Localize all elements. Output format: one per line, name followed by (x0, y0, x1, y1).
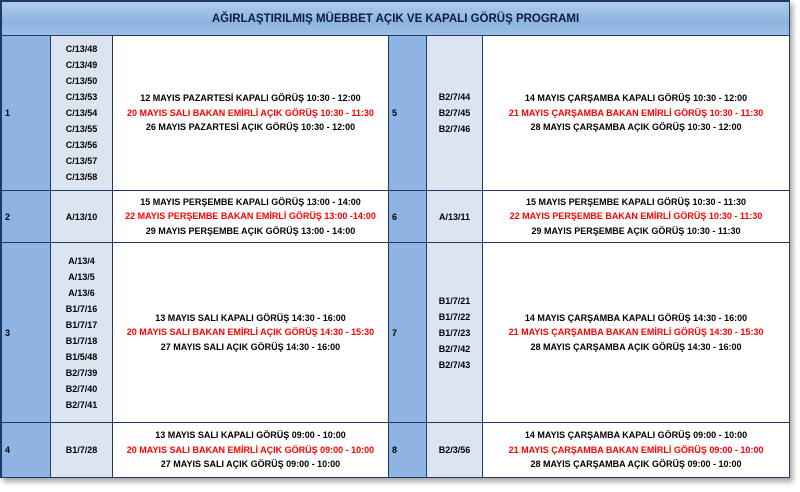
table-row (2, 243, 790, 423)
group-number: 4 (2, 423, 51, 478)
schedule-cell (113, 423, 389, 478)
ward-code: B1/5/48 (65, 351, 98, 362)
open-visit-line: 27 MAYIS SALI AÇIK GÖRÜŞ 09:00 - 10:00 (160, 459, 341, 470)
closed-visit-line: 14 MAYIS ÇARŞAMBA KAPALI GÖRÜŞ 10:30 - 12:00 (524, 93, 748, 104)
minister-ordered-visit-line: 22 MAYIS PERŞEMBE BAKAN EMİRLİ GÖRÜŞ 13:00 -14:00 (125, 211, 376, 222)
ward-code: B1/7/23 (438, 327, 471, 338)
open-visit-line: 28 MAYIS ÇARŞAMBA AÇIK GÖRÜŞ 14:30 - 16:00 (530, 341, 742, 352)
closed-visit-line: 15 MAYIS PERŞEMBE KAPALI GÖRÜŞ 10:30 - 11:30 (525, 196, 747, 207)
ward-code: C/13/48 (65, 44, 98, 54)
ward-code: C/13/54 (65, 108, 98, 118)
group-number: 7 (389, 243, 427, 423)
ward-code: A/13/6 (68, 287, 95, 298)
schedule-cell (483, 243, 790, 423)
ward-code: C/13/57 (65, 156, 98, 166)
ward-codes (51, 191, 113, 243)
schedule-cell (113, 191, 389, 243)
schedule-cell (113, 243, 389, 423)
ward-code: B1/7/21 (438, 295, 471, 306)
ward-codes (51, 243, 113, 423)
ward-code: C/13/53 (65, 92, 98, 102)
ward-codes (51, 423, 113, 478)
ward-code: A/13/4 (68, 255, 95, 266)
closed-visit-line: 12 MAYIS PAZARTESİ KAPALI GÖRÜŞ 10:30 - 12:00 (140, 93, 361, 104)
schedule-cell (483, 423, 790, 478)
ward-code: B1/7/17 (65, 319, 98, 330)
ward-codes (427, 243, 483, 423)
open-visit-line: 29 MAYIS PERŞEMBE AÇIK GÖRÜŞ 10:30 - 11:30 (531, 225, 741, 236)
table-row (2, 423, 790, 478)
minister-ordered-visit-line: 22 MAYIS PERŞEMBE BAKAN EMİRLİ GÖRÜŞ 10:30 - 11:30 (509, 211, 763, 222)
ward-code: B1/7/16 (65, 303, 98, 314)
closed-visit-line: 13 MAYIS SALI KAPALI GÖRÜŞ 09:00 - 10:00 (155, 430, 346, 441)
open-visit-line: 27 MAYIS SALI AÇIK GÖRÜŞ 14:30 - 16:00 (160, 341, 341, 352)
open-visit-line: 26 MAYIS PAZARTESİ AÇIK GÖRÜŞ 10:30 - 12:00 (145, 122, 356, 133)
ward-code: B2/7/44 (438, 92, 471, 102)
ward-code: B1/7/28 (65, 445, 98, 455)
minister-ordered-visit-line: 21 MAYIS ÇARŞAMBA BAKAN EMİRLİ GÖRÜŞ 10:30 - 11:30 (508, 107, 764, 118)
open-visit-line: 28 MAYIS ÇARŞAMBA AÇIK GÖRÜŞ 09:00 - 10:00 (530, 459, 742, 470)
ward-code: A/13/5 (68, 271, 95, 282)
minister-ordered-visit-line: 21 MAYIS ÇARŞAMBA BAKAN EMİRLİ GÖRÜŞ 14:30 - 15:30 (508, 327, 764, 338)
minister-ordered-visit-line: 20 MAYIS SALI BAKAN EMİRLİ AÇIK GÖRÜŞ 14:30 - 15:30 (126, 327, 375, 338)
ward-code: B2/7/43 (438, 359, 471, 370)
group-number: 6 (389, 191, 427, 243)
ward-code: B1/7/18 (65, 335, 98, 346)
schedule-cell (483, 191, 790, 243)
ward-code: C/13/55 (65, 124, 98, 134)
page-title: AĞIRLAŞTIRILMIŞ MÜEBBET AÇIK VE KAPALI GÖRÜŞ PROGRAMI (2, 2, 790, 36)
ward-code: C/13/56 (65, 140, 98, 150)
table-row (2, 191, 790, 243)
schedule-cell (483, 36, 790, 191)
ward-code: B2/7/42 (438, 343, 471, 354)
open-visit-line: 29 MAYIS PERŞEMBE AÇIK GÖRÜŞ 13:00 - 14:00 (145, 225, 356, 236)
group-number: 8 (389, 423, 427, 478)
title-row (2, 2, 790, 36)
ward-codes (51, 36, 113, 191)
closed-visit-line: 15 MAYIS PERŞEMBE KAPALI GÖRÜŞ 13:00 - 14:00 (140, 196, 361, 207)
closed-visit-line: 13 MAYIS SALI KAPALI GÖRÜŞ 14:30 - 16:00 (155, 312, 346, 323)
group-number: 3 (2, 243, 51, 423)
open-visit-line: 28 MAYIS ÇARŞAMBA AÇIK GÖRÜŞ 10:30 - 12:00 (530, 122, 742, 133)
closed-visit-line: 14 MAYIS ÇARŞAMBA KAPALI GÖRÜŞ 14:30 - 16:00 (524, 312, 748, 323)
ward-code: B1/7/22 (438, 311, 471, 322)
ward-code: A/13/11 (438, 211, 471, 222)
ward-code: B2/7/40 (65, 383, 98, 394)
group-number: 5 (389, 36, 427, 191)
schedule-cell (113, 36, 389, 191)
ward-code: A/13/10 (65, 211, 98, 222)
ward-code: B2/3/56 (438, 445, 471, 455)
ward-code: C/13/49 (65, 60, 98, 70)
ward-code: B2/7/46 (438, 124, 471, 134)
ward-code: B2/7/41 (65, 399, 98, 410)
ward-codes (427, 191, 483, 243)
ward-code: C/13/58 (65, 172, 98, 182)
ward-code: C/13/50 (65, 76, 98, 86)
minister-ordered-visit-line: 20 MAYIS SALI BAKAN EMİRLİ AÇIK GÖRÜŞ 09:00 - 10:00 (126, 444, 375, 455)
group-number: 2 (2, 191, 51, 243)
ward-code: B2/7/45 (438, 108, 471, 118)
closed-visit-line: 14 MAYIS ÇARŞAMBA KAPALI GÖRÜŞ 09:00 - 10:00 (524, 430, 748, 441)
table-row (2, 36, 790, 191)
ward-codes (427, 423, 483, 478)
group-number: 1 (2, 36, 51, 191)
minister-ordered-visit-line: 21 MAYIS ÇARŞAMBA BAKAN EMİRLİ GÖRÜŞ 09:00 - 10:00 (508, 444, 764, 455)
visit-schedule-table (1, 1, 790, 478)
minister-ordered-visit-line: 20 MAYIS SALI BAKAN EMİRLİ AÇIK GÖRÜŞ 10:30 - 11:30 (127, 107, 374, 118)
ward-codes (427, 36, 483, 191)
ward-code: B2/7/39 (65, 367, 98, 378)
